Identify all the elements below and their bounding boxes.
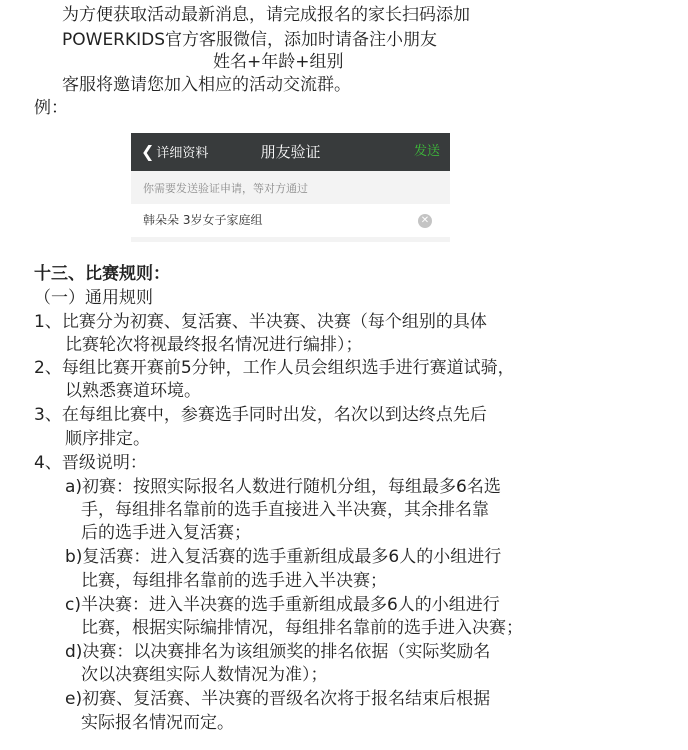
chevron-left-icon: ❮ — [141, 142, 155, 161]
phone-title: 朋友验证 — [260, 143, 321, 161]
send-button[interactable]: 发送 — [413, 144, 440, 159]
intro-line-4: 客服将邀请您加入相应的活动交流群。 — [62, 75, 351, 95]
verification-hint: 你需要发送验证申请，等对方通过 — [143, 182, 308, 195]
intro-line-2: POWERKIDS官方客服微信，添加时请备注小朋友 — [62, 30, 438, 50]
rule-line: 2、每组比赛开赛前5分钟，工作人员会组织选手进行赛道试骑， — [34, 358, 515, 378]
rule-line: 比赛，根据实际编排情况，每组排名靠前的选手进入决赛； — [81, 618, 523, 638]
rule-line: 1、比赛分为初赛、复活赛、半决赛、决赛（每个组别的具体 — [34, 312, 487, 332]
rule-line: a)初赛：按照实际报名人数进行随机分组，每组最多6名选 — [65, 477, 501, 497]
rules-heading: 十三、比赛规则： — [34, 264, 170, 284]
rules-subheading: （一）通用规则 — [34, 288, 153, 308]
rule-line: b)复活赛：进入复活赛的选手重新组成最多6人的小组进行 — [65, 547, 502, 567]
intro-line-1: 为方便获取活动最新消息，请完成报名的家长扫码添加 — [62, 5, 470, 25]
rule-line: 以熟悉赛道环境。 — [65, 381, 201, 401]
clear-icon[interactable]: ✕ — [418, 214, 432, 228]
intro-line-3: 姓名+年龄+组别 — [213, 52, 344, 72]
rule-line: 比赛轮次将视最终报名情况进行编排）； — [65, 335, 363, 355]
rule-line: 4、晋级说明： — [34, 453, 147, 473]
friend-verification-screenshot — [131, 133, 450, 242]
rule-line: 次以决赛组实际人数情况为准）； — [81, 665, 328, 685]
rule-line: c)半决赛：进入半决赛的选手重新组成最多6人的小组进行 — [65, 595, 500, 615]
verification-input-value: 韩朵朵 3岁女子家庭组 — [143, 213, 263, 227]
rule-line: 顺序排定。 — [65, 429, 150, 449]
rule-line: d)决赛：以决赛排名为该组颁奖的排名依据（实际奖励名 — [65, 642, 491, 662]
rule-line: 比赛，每组排名靠前的选手进入半决赛； — [81, 571, 387, 591]
rule-line: 3、在每组比赛中，参赛选手同时出发，名次以到达终点先后 — [34, 405, 487, 425]
example-label: 例： — [34, 98, 68, 118]
phone-nav-bar — [131, 133, 450, 171]
rule-line: 后的选手进入复活赛； — [81, 523, 251, 543]
rule-line: 手，每组排名靠前的选手直接进入半决赛，其余排名靠 — [81, 500, 489, 520]
back-label: 详细资料 — [156, 146, 209, 161]
verification-input[interactable] — [131, 204, 450, 237]
rule-line: 实际报名情况而定。 — [81, 713, 234, 733]
rule-line: e)初赛、复活赛、半决赛的晋级名次将于报名结束后根据 — [65, 689, 491, 709]
